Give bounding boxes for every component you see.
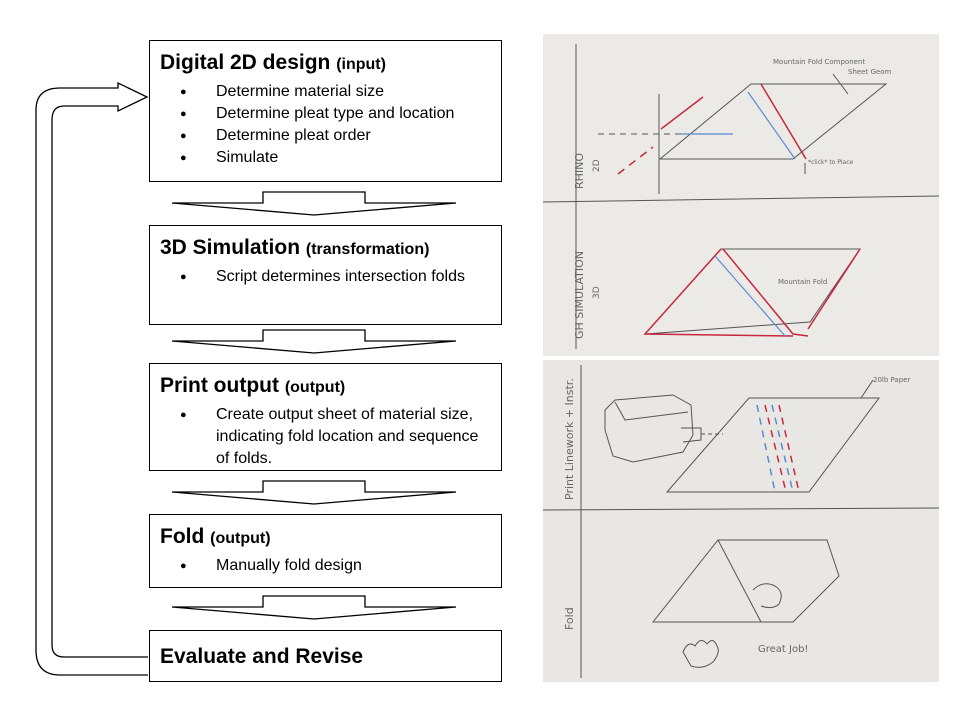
down-arrow-2 xyxy=(172,330,456,353)
fold-sheet-outline xyxy=(653,540,839,622)
down-arrow-4 xyxy=(172,596,456,619)
bullet-item: ● Determine material size xyxy=(216,81,491,103)
printer-paper xyxy=(681,428,701,442)
step-tag: (output) xyxy=(210,530,271,547)
step-bullets xyxy=(160,555,491,577)
down-arrow-1 xyxy=(172,192,456,215)
bullet-item: ● Manually fold design xyxy=(216,555,491,577)
sim-valley-line xyxy=(715,256,785,336)
sketch-photo-top xyxy=(543,34,939,356)
step-title-text: Print output xyxy=(160,374,279,397)
step-bullets xyxy=(160,81,491,169)
sketch-label-3d: 3D xyxy=(592,286,602,299)
sketch-horizontal-divider xyxy=(543,196,939,202)
step-digital-2d-design xyxy=(149,40,502,182)
hand-right-icon xyxy=(753,584,781,608)
step-3d-simulation xyxy=(149,225,502,325)
fold-crease xyxy=(718,540,761,622)
step-title-text: Fold xyxy=(160,525,205,548)
sketch-label-print: Print Linework + Instr. xyxy=(563,378,576,500)
sheet-3d-outline xyxy=(645,249,860,334)
mountain-line xyxy=(661,97,703,129)
bullet-item: ● Determine pleat type and location xyxy=(216,103,491,125)
bullet-item: ● Create output sheet of material size, indicating fold location and sequence of folds. xyxy=(216,404,486,470)
sim-red-right xyxy=(808,249,860,329)
sketch-label-2d: 2D xyxy=(592,159,602,172)
step-print-output xyxy=(149,363,502,471)
paper-leader xyxy=(861,380,873,398)
step-title-text: 3D Simulation xyxy=(160,236,301,259)
sketch-horizontal-divider xyxy=(543,508,939,510)
bullet-item: ● Simulate xyxy=(216,147,491,169)
step-fold xyxy=(149,514,502,588)
sketch-note-mountain-fold: Mountain Fold xyxy=(778,278,828,286)
step-title xyxy=(160,525,491,551)
step-title xyxy=(160,236,491,262)
step-tag: (input) xyxy=(336,56,386,73)
printer-icon xyxy=(605,395,693,462)
sketch-note-click: *click* to Place xyxy=(808,159,854,166)
sketch-photo-bottom xyxy=(543,360,939,682)
sketch-note-great-job: Great Job! xyxy=(758,644,809,655)
sketch-label-gh: GH SIMULATION xyxy=(573,251,586,339)
printer-top-edge xyxy=(615,402,688,420)
mountain-fold-line xyxy=(761,84,806,159)
sketch-note-sheet: Sheet Geom xyxy=(848,68,892,76)
feedback-loop-arrow xyxy=(36,83,148,675)
bullet-item: ● Script determines intersection folds xyxy=(216,266,466,288)
step-title xyxy=(160,374,491,400)
step-tag: (transformation) xyxy=(305,241,430,258)
step-bullets xyxy=(160,404,491,470)
step-title: Evaluate and Revise xyxy=(160,645,364,668)
down-arrow-3 xyxy=(172,481,456,504)
sheet-2d-outline xyxy=(660,84,886,159)
sketch-note-mountain-component: Mountain Fold Component xyxy=(773,58,866,66)
sketch-note-paper: 20lb Paper xyxy=(873,376,911,384)
sim-red-edges xyxy=(645,249,793,336)
step-tag: (output) xyxy=(284,379,346,396)
step-bullets xyxy=(160,266,491,288)
step-title-text: Digital 2D design xyxy=(160,51,331,74)
sketch-bottom-drawing xyxy=(543,360,939,682)
print-sheet-outline xyxy=(667,398,879,492)
sketch-label-rhino: RHINO xyxy=(573,152,586,189)
sketch-top-drawing xyxy=(543,34,939,356)
hand-left-icon xyxy=(683,640,718,667)
step-evaluate-revise xyxy=(149,630,502,682)
print-valley-dash xyxy=(757,405,775,492)
bullet-item: ● Determine pleat order xyxy=(216,125,491,147)
sketch-label-fold: Fold xyxy=(563,607,576,630)
step-title xyxy=(160,51,491,77)
mountain-dash xyxy=(618,147,653,174)
